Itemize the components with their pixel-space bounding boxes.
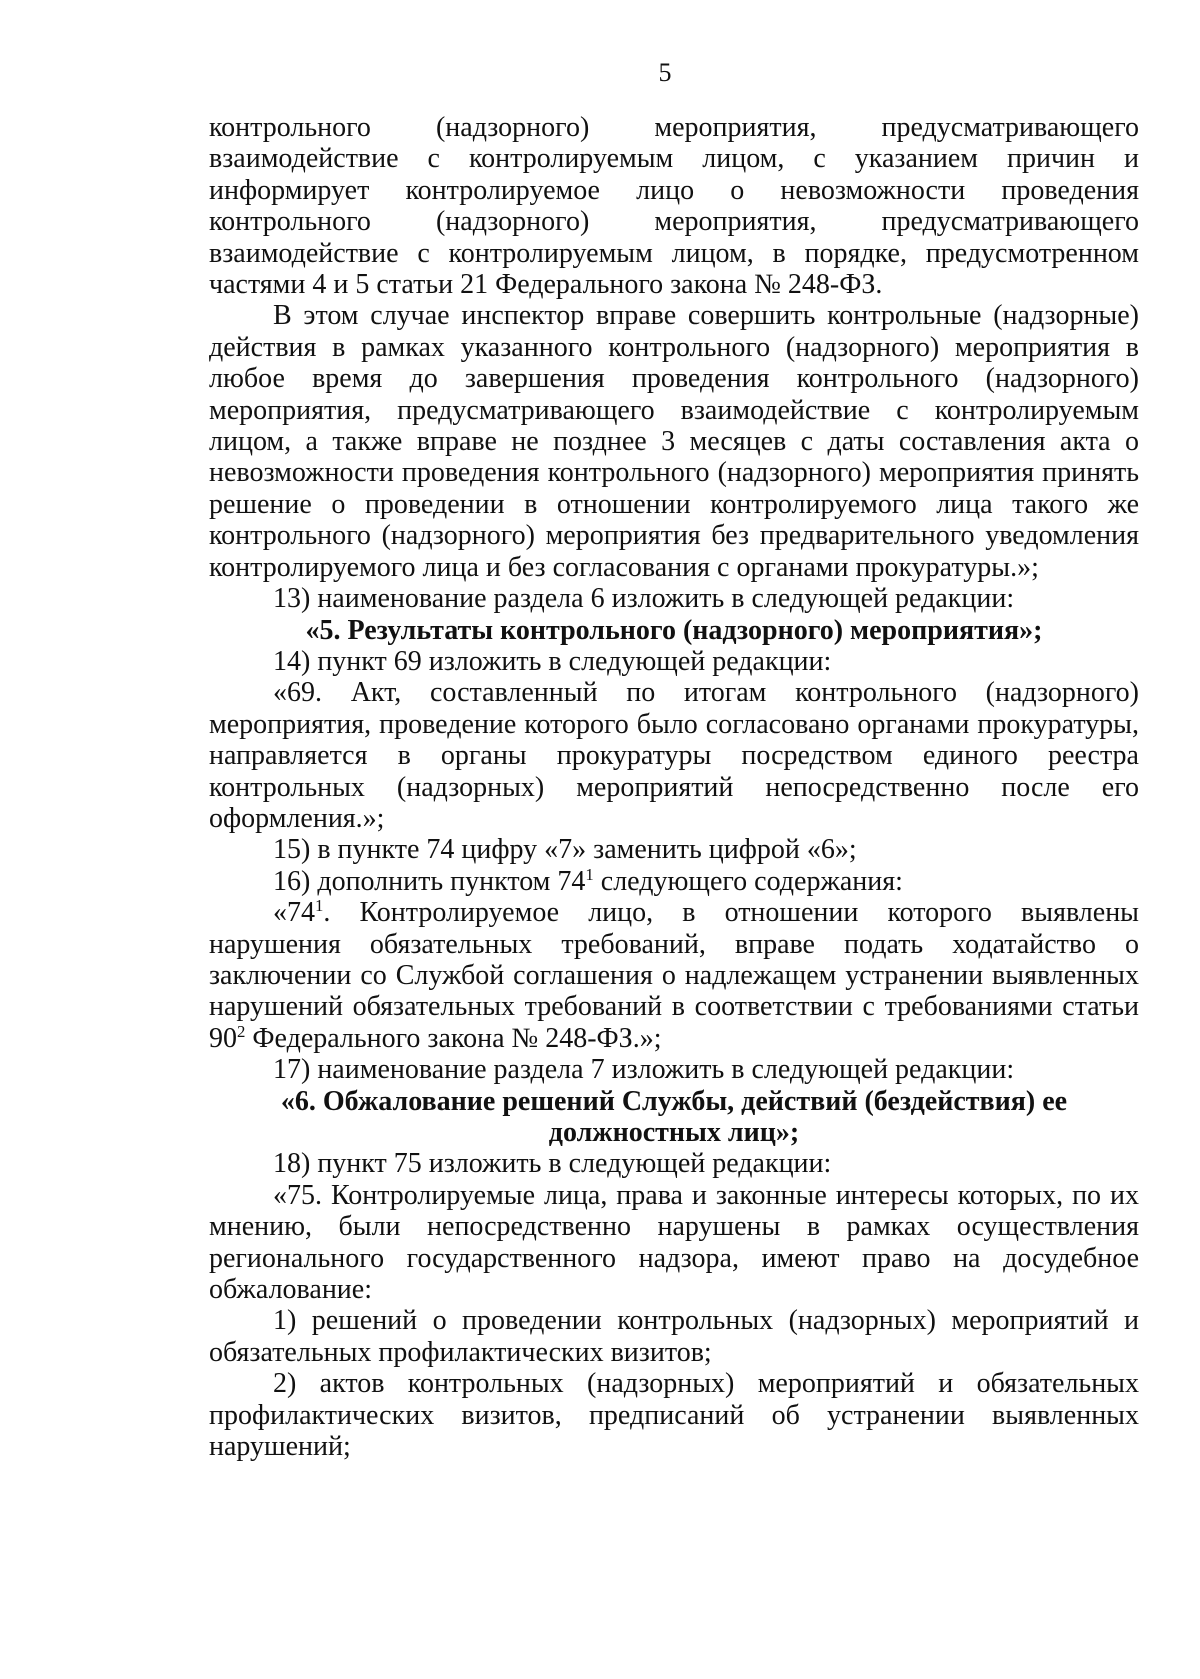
list-item-15: 15) в пункте 74 цифру «7» заменить цифрой «6»; (273, 834, 857, 866)
paragraph-74-1-end: Федерального закона № 248-ФЗ.»; (245, 1022, 662, 1054)
paragraph-74-1-body: . Контролируемое лицо, в отношении которого выявлены нарушения обязательных требований, вправе подать ходатайство о заключении со Службой соглашения о надлежащем устранении выявленных нарушений обязательных требований в соответствии с требованиями статьи 90 (209, 897, 1139, 1054)
page-number: 5 (658, 58, 672, 87)
list-item-16-text-end: следующего содержания: (593, 865, 903, 897)
paragraph-inspector-rights: В этом случае инспектор вправе совершить контрольные (надзорные) действия в рамках указанного контрольного (надзорного) мероприятия в любое время до завершения проведения контрольного (надзорного) мероприятия, предусматривающего взаимодействие с контролируемым лицом, а также вправе не позднее 3 месяцев с даты составления акта о невозможности проведения контрольного (надзорного) мероприятия принять решение о проведении в отношении контролируемого лица такого же контрольного (надзорного) мероприятия без предварительного уведомления контролируемого лица и без согласования с органами прокуратуры.»; (209, 300, 1139, 583)
paragraph-75: «75. Контролируемые лица, права и законные интересы которых, по их мнению, были непосредственно нарушены в рамках осуществления регионального государственного надзора, имеют право на досудебное обжалование: (209, 1179, 1139, 1306)
list-item-13: 13) наименование раздела 6 изложить в следующей редакции: (273, 583, 1015, 615)
superscript: 1 (585, 864, 594, 884)
list-item-18: 18) пункт 75 изложить в следующей редакции: (273, 1148, 832, 1180)
list-item-14: 14) пункт 69 изложить в следующей редакции: (273, 645, 832, 677)
paragraph-69: «69. Акт, составленный по итогам контрольного (надзорного) мероприятия, проведение которого было согласовано органами прокуратуры, направляется в органы прокуратуры посредством единого реестра контрольных (надзорных) мероприятий непосредственно после его оформления.»; (209, 677, 1139, 834)
document-body (209, 112, 1139, 1462)
section-heading-6-line1: «6. Обжалование решений Службы, действий (бездействия) ее (280, 1085, 1068, 1117)
superscript: 2 (237, 1021, 246, 1041)
superscript: 1 (315, 896, 324, 916)
paragraph-74-1 (209, 897, 1139, 1054)
list-item-16 (209, 866, 1139, 897)
list-item-17: 17) наименование раздела 7 изложить в следующей редакции: (273, 1054, 1015, 1086)
sub-item-1: 1) решений о проведении контрольных (надзорных) мероприятий и обязательных профилактических визитов; (209, 1305, 1139, 1368)
paragraph-continuation: контрольного (надзорного) мероприятия, предусматривающего взаимодействие с контролируемым лицом, с указанием причин и информирует контролируемое лицо о невозможности проведения контрольного (надзорного) мероприятия, предусматривающего взаимодействие с контролируемым лицом, в порядке, предусмотренном частями 4 и 5 статьи 21 Федерального закона № 248-ФЗ. (209, 112, 1139, 301)
section-heading-5: «5. Результаты контрольного (надзорного) мероприятия»; (305, 614, 1043, 646)
sub-item-2: 2) актов контрольных (надзорных) мероприятий и обязательных профилактических визитов, предписаний об устранении выявленных нарушений; (209, 1368, 1139, 1463)
paragraph-74-1-start: «74 (273, 897, 315, 929)
section-heading-6-line2: должностных лиц»; (548, 1117, 800, 1148)
list-item-16-text: 16) дополнить пунктом 74 (273, 865, 586, 897)
